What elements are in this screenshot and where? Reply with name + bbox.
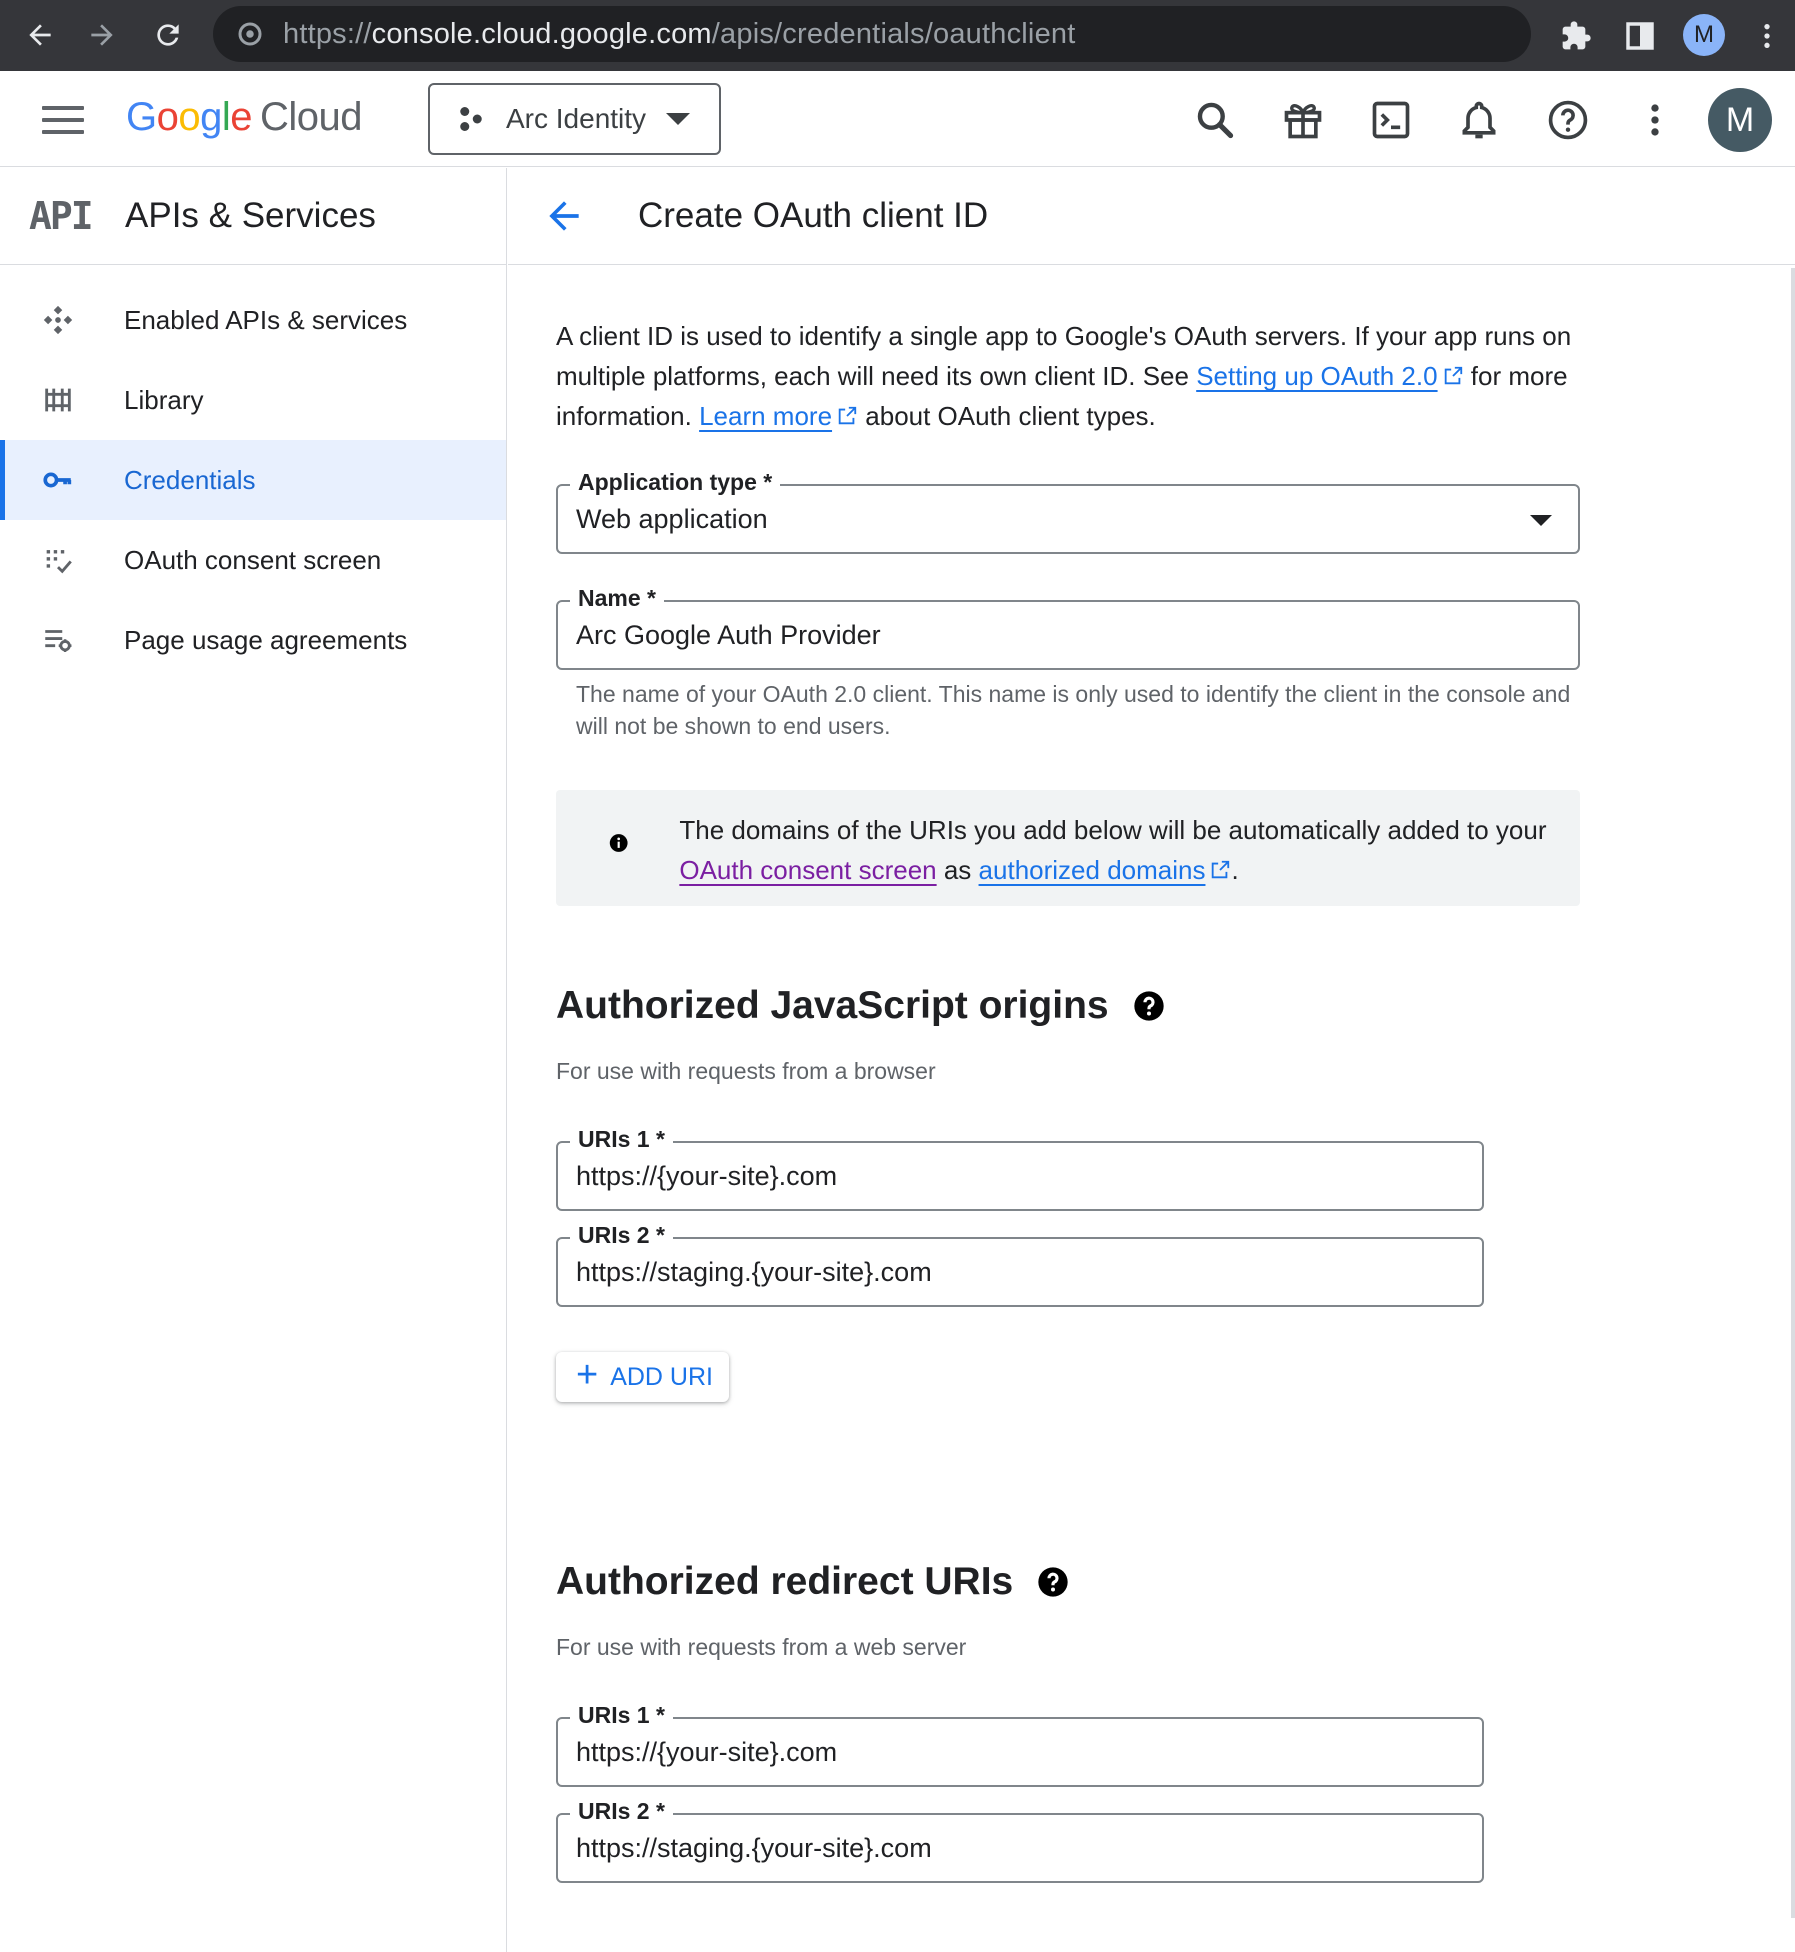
bell-icon [1457,98,1501,142]
browser-back-button[interactable] [15,10,65,60]
cloud-shell-button[interactable] [1366,95,1416,145]
search-icon [1193,98,1237,142]
browser-toolbar [0,0,1795,71]
gift-button[interactable] [1278,95,1328,145]
page-header [508,168,1795,265]
plus-icon: + [576,1354,599,1396]
main-panel [508,168,1795,1952]
scrollbar[interactable] [1791,268,1795,1918]
authorized-domains-link[interactable]: authorized domains [978,855,1206,885]
chevron-down-icon [666,113,690,125]
external-link-icon [836,405,858,427]
key-icon [41,463,75,497]
help-circle-icon[interactable] [1133,990,1165,1022]
add-uri-button[interactable]: + ADD URI [556,1352,729,1402]
consent-icon [41,543,75,577]
main-menu-button[interactable] [42,99,84,141]
project-name: Arc Identity [506,103,647,134]
browser-profile-avatar[interactable]: M [1683,14,1725,56]
js-origin-uri-2-input[interactable]: URIs 2 * https://staging.{your-site}.com [556,1237,1484,1307]
sidebar-title: APIs & Services [125,196,376,235]
js-origins-title: Authorized JavaScript origins [556,984,1580,1028]
side-panel-icon [1624,20,1656,52]
back-arrow-icon[interactable] [542,194,586,238]
project-icon [456,104,486,134]
console-header [0,71,1795,167]
api-logo-icon: API [29,194,92,238]
redirect-uris-subtitle: For use with requests from a web server [556,1634,967,1660]
more-vert-icon [1633,98,1677,142]
dropdown-arrow-icon [1530,515,1552,526]
arrow-left-icon [24,19,56,51]
oauth-consent-screen-link[interactable]: OAuth consent screen [679,855,937,885]
puzzle-icon [1560,20,1592,52]
account-avatar[interactable]: M [1708,88,1772,152]
application-type-label: Application type * [570,469,780,496]
redirect-uri-2-input[interactable]: URIs 2 * https://staging.{your-site}.com [556,1813,1484,1883]
side-panel-button[interactable] [1616,12,1664,60]
settings-list-icon [41,623,75,657]
reload-icon [152,19,184,51]
notifications-button[interactable] [1454,95,1504,145]
more-vert-icon [1751,20,1783,52]
menu-icon [42,106,84,110]
name-label: Name * [570,585,664,612]
arrow-right-icon [86,19,118,51]
url-text: https://console.cloud.google.com/apis/credentials/oauthclient [283,17,1076,50]
learn-more-link[interactable]: Learn more [699,401,833,431]
name-input[interactable] [556,585,1580,670]
redirect-uris-title: Authorized redirect URIs [556,1560,1580,1604]
js-origins-subtitle: For use with requests from a browser [556,1058,936,1084]
terminal-icon [1369,98,1413,142]
more-options-button[interactable] [1630,95,1680,145]
enabled-apis-icon [41,303,75,337]
sidebar-nav [0,280,506,680]
sidebar-item-enabled-apis[interactable]: Enabled APIs & services [0,280,506,360]
search-button[interactable] [1190,95,1240,145]
name-value: Arc Google Auth Provider [576,619,881,650]
project-picker[interactable] [428,83,721,155]
sidebar-item-credentials[interactable]: Credentials [0,440,506,520]
site-info-icon[interactable] [235,19,265,49]
sidebar-item-page-usage[interactable]: Page usage agreements [0,600,506,680]
browser-forward-button[interactable] [77,10,127,60]
setting-up-oauth-link[interactable]: Setting up OAuth 2.0 [1196,361,1438,391]
redirect-uri-1-input[interactable]: URIs 1 * https://{your-site}.com [556,1717,1484,1787]
browser-reload-button[interactable] [143,10,193,60]
sidebar [0,168,507,1952]
intro-text: A client ID is used to identify a single app to Google's OAuth servers. If your app runs on multiple platforms, each will need its own client ID. See Setting up OAuth 2.0 for more information. Learn more about OAuth client types. [556,321,1572,431]
address-bar[interactable] [213,6,1531,62]
page-title: Create OAuth client ID [638,196,989,235]
help-circle-icon[interactable] [1037,1566,1069,1598]
external-link-icon [1209,859,1231,881]
browser-menu-button[interactable] [1743,12,1791,60]
library-icon [41,383,75,417]
sidebar-item-oauth-consent[interactable]: OAuth consent screen [0,520,506,600]
name-hint: The name of your OAuth 2.0 client. This name is only used to identify the client in the console and will not be shown to end users. [576,681,1571,739]
external-link-icon [1442,365,1464,387]
application-type-select[interactable] [556,469,1580,554]
js-origin-uri-1-input[interactable]: URIs 1 * https://{your-site}.com [556,1141,1484,1211]
info-icon [608,826,629,860]
sidebar-header [0,168,506,265]
gift-icon [1281,98,1325,142]
application-type-value: Web application [576,503,768,534]
help-button[interactable] [1543,95,1593,145]
sidebar-item-library[interactable]: Library [0,360,506,440]
help-icon [1546,98,1590,142]
form-content [556,265,1580,1883]
google-cloud-logo[interactable]: Google Cloud [126,95,363,139]
domains-notice: The domains of the URIs you add below will be automatically added to your OAuth consent screen as authorized domains . [556,790,1580,906]
extensions-button[interactable] [1552,12,1600,60]
